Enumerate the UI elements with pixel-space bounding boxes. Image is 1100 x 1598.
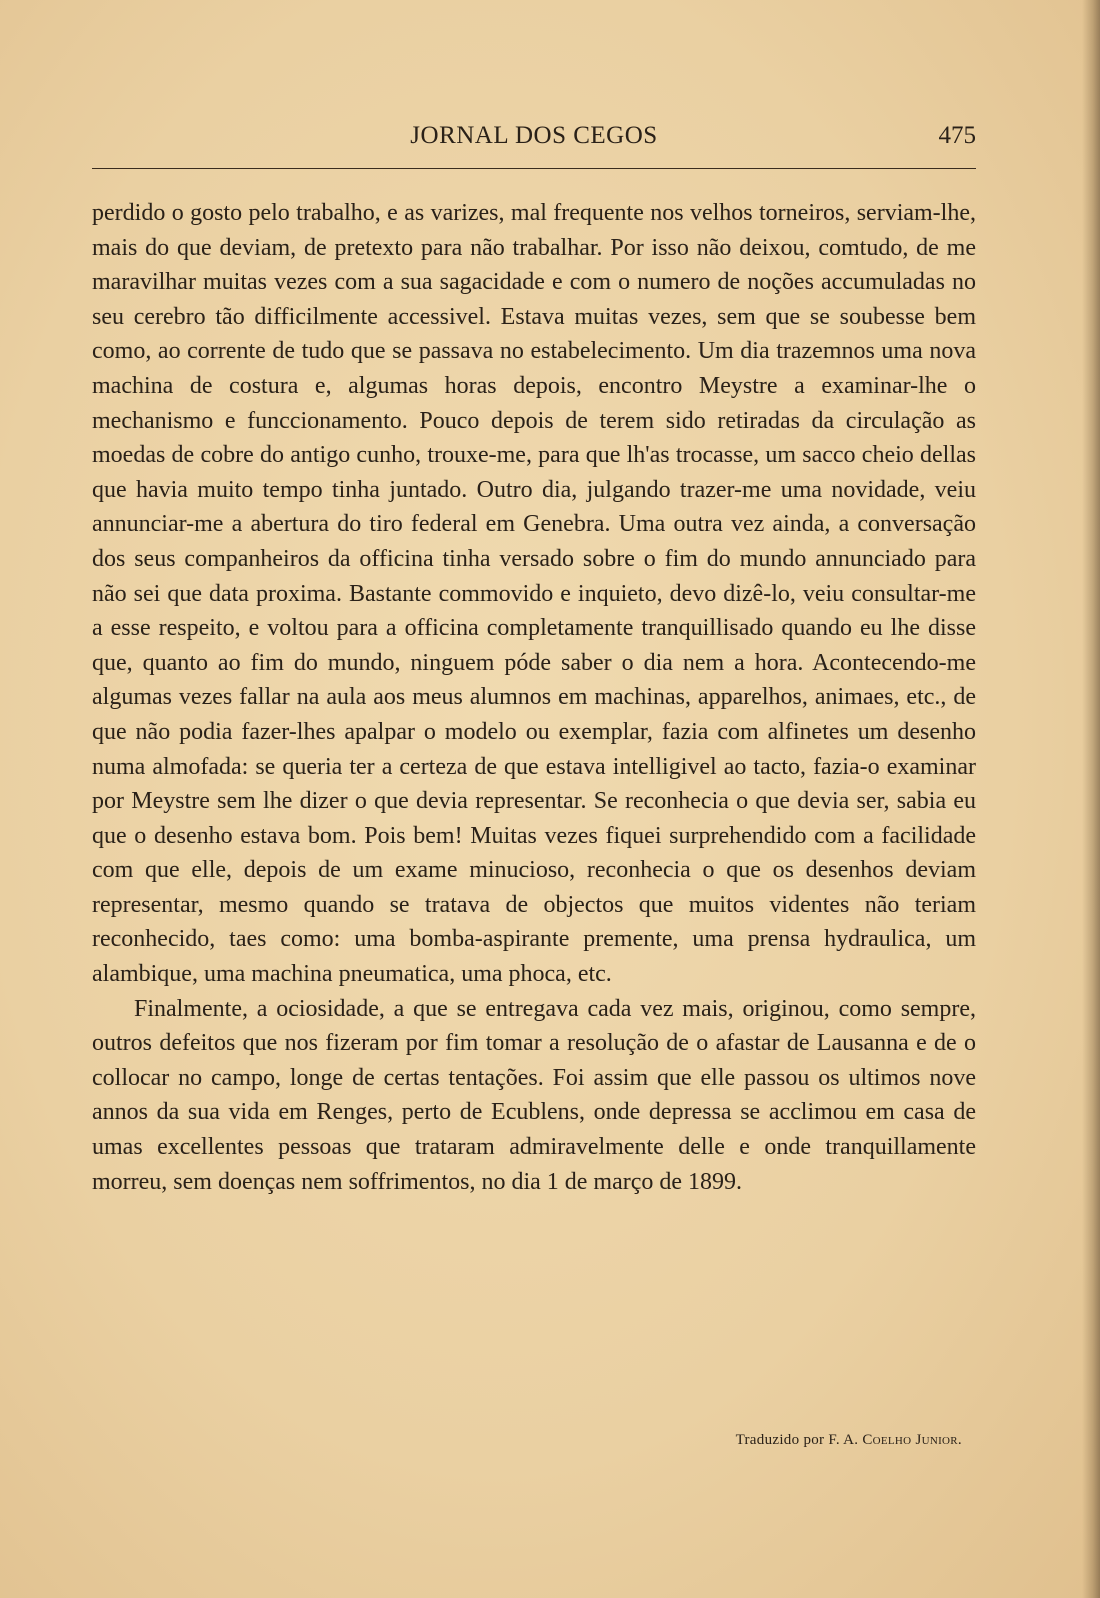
- credit-name: Coelho Junior.: [862, 1432, 962, 1448]
- paragraph-2: Finalmente, a ociosidade, a que se entregava cada vez mais, originou, como sempre, outros defeitos que nos fizeram por fim tomar a resolução de o afastar de Lausanna e de o collocar no campo, longe de certas tentações. Foi assim que elle passou os ultimos nove annos da sua vida em Renges, perto de Ecublens, onde depressa se acclimou em casa de umas excellentes pessoas que trataram admiravelmente delle e onde tranquillamente morreu, sem doenças nem soffrimentos, no dia 1 de março de 1899.: [92, 995, 976, 1195]
- article-body: [92, 196, 976, 1199]
- journal-title: JORNAL DOS CEGOS: [410, 122, 658, 149]
- paragraph-1: perdido o gosto pelo trabalho, e as varizes, mal frequente nos velhos torneiros, serviam-lhe, mais do que deviam, de pretexto para não trabalhar. Por isso não deixou, comtudo, de me maravilhar muitas vezes com a sua sagacidade e com o numero de noções accumuladas no seu cerebro tão difficilmente accessivel. Estava muitas vezes, sem que se soubesse bem como, ao corrente de tudo que se passava no estabelecimento. Um dia trazemnos uma nova machina de costura e, algumas horas depois, encontro Meystre a examinar-lhe o mechanismo e funccionamento. Pouco depois de terem sido retiradas da circulação as moedas de cobre do antigo cunho, trouxe-me, para que lh'as trocasse, um sacco cheio dellas que havia muito tempo tinha juntado. Outro dia, julgando trazer-me uma novidade, veiu annunciar-me a abertura do tiro federal em Genebra. Uma outra vez ainda, a conversação dos seus companheiros da officina tinha versado sobre o fim do mundo annunciado para não sei que data proxima. Bastante commovido e inquieto, devo dizê-lo, veiu consultar-me a esse respeito, e voltou para a officina completamente tranquillisado quando eu lhe disse que, quanto ao fim do mundo, ninguem póde saber o dia nem a hora. Acontecendo-me algumas vezes fallar na aula aos meus alumnos em machinas, apparelhos, animaes, etc., de que não podia fazer-lhes apalpar o modelo ou exemplar, fazia com alfinetes um desenho numa almofada: se queria ter a certeza de que estava intelligivel ao tacto, fazia-o examinar por Meystre sem lhe dizer o que devia representar. Se reconhecia o que devia ser, sabia eu que o desenho estava bom. Pois bem! Muitas vezes fiquei surprehendido com a facilidade com que elle, depois de um exame minucioso, reconhecia o que os desenhos deviam representar, mesmo quando se tratava de objectos que muitos videntes não teriam reconhecido, taes como: uma bomba-aspirante premente, uma prensa hydraulica, um alambique, uma machina pneumatica, uma phoca, etc.: [92, 200, 976, 988]
- running-header: [92, 118, 976, 158]
- header-rule: [92, 168, 976, 169]
- page-edge-shadow: [1082, 0, 1100, 1598]
- credit-prefix: Traduzido por F. A.: [735, 1432, 863, 1448]
- translator-credit: [92, 1432, 962, 1449]
- page-number: 475: [938, 122, 976, 149]
